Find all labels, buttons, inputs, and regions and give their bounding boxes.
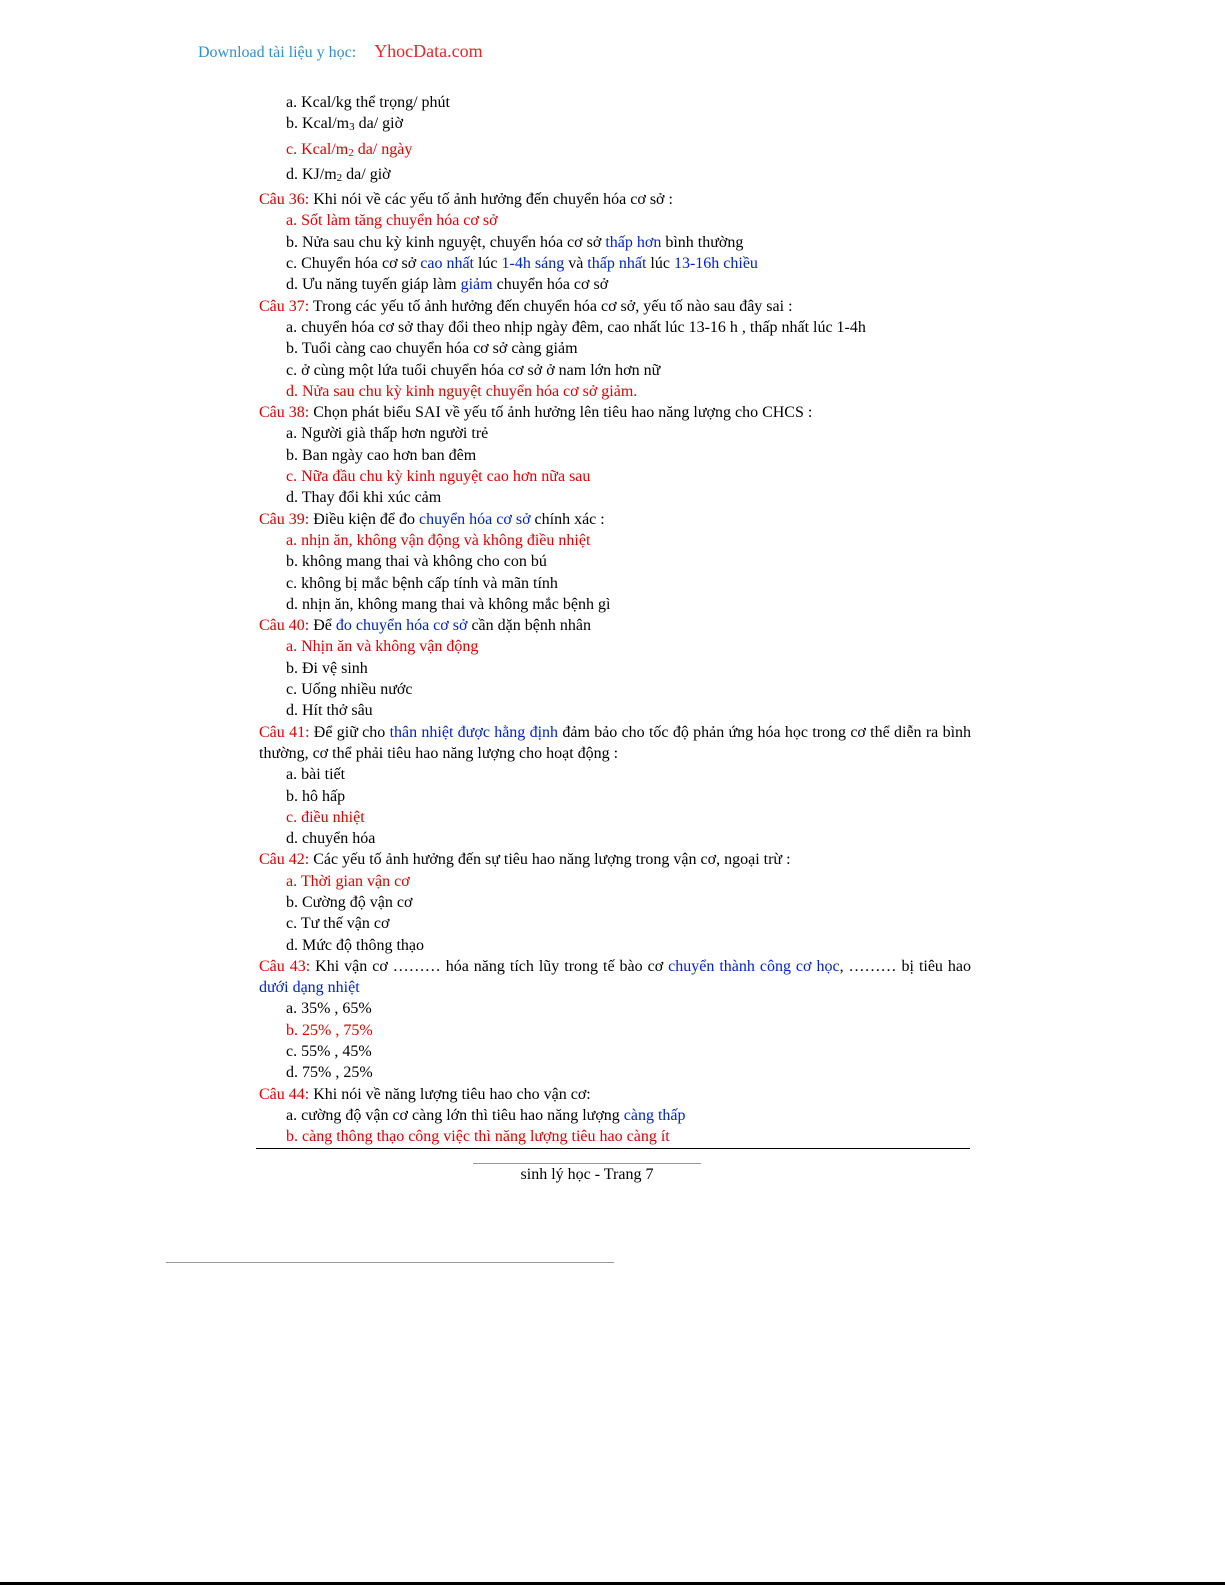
q44-answer-a: a. cường độ vận cơ càng lớn thì tiêu hao năng lượng càng thấp xyxy=(286,1106,686,1124)
question-label: Câu 42: xyxy=(259,851,310,869)
content-divider xyxy=(256,1148,970,1149)
question-44: Câu 44: Khi nói về năng lượng tiêu hao cho vận cơ: xyxy=(259,1085,591,1103)
q41-answer-b: b. hô hấp xyxy=(286,787,346,805)
site-link[interactable]: YhocData.com xyxy=(374,41,483,61)
q41-answer-d: d. chuyển hóa xyxy=(286,830,376,848)
q37-answer-b: b. Tuổi càng cao chuyển hóa cơ sở càng giảm xyxy=(286,340,578,358)
question-label: Câu 38: xyxy=(259,404,310,422)
q43-answer-d: d. 75% , 25% xyxy=(286,1064,373,1082)
question-label: Câu 37: xyxy=(259,297,310,315)
q39-answer-d: d. nhịn ăn, không mang thai và không mắc bệnh gì xyxy=(286,595,611,613)
q37-answer-c: c. ở cùng một lứa tuổi chuyển hóa cơ sở ở nam lớn hơn nữ xyxy=(286,361,661,379)
question-39: Câu 39: Điều kiện để đo chuyển hóa cơ sở chính xác : xyxy=(259,510,605,528)
q38-answer-c: c. Nữa đầu chu kỳ kinh nguyệt cao hơn nữa sau xyxy=(286,468,591,486)
question-label: Câu 44: xyxy=(259,1085,310,1103)
q36-answer-d: d. Ưu năng tuyến giáp làm giảm chuyển hóa cơ sở xyxy=(286,276,609,294)
question-label: Câu 39: xyxy=(259,510,310,528)
question-36: Câu 36: Khi nói về các yếu tố ảnh hưởng đến chuyển hóa cơ sở : xyxy=(259,191,673,209)
q37-answer-d: d. Nửa sau chu kỳ kinh nguyệt chuyển hóa cơ sở giảm. xyxy=(286,382,638,400)
question-40: Câu 40: Để đo chuyển hóa cơ sở cần dặn bệnh nhân xyxy=(259,617,591,635)
q40-answer-d: d. Hít thở sâu xyxy=(286,702,373,720)
question-37: Câu 37: Trong các yếu tố ảnh hưởng đến chuyển hóa cơ sở, yếu tố nào sau đây sai : xyxy=(259,297,793,315)
question-38: Câu 38: Chọn phát biểu SAI về yếu tố ảnh hưởng lên tiêu hao năng lượng cho CHCS : xyxy=(259,404,813,422)
q40-answer-b: b. Đi vệ sinh xyxy=(286,659,368,677)
question-42: Câu 42: Các yếu tố ảnh hưởng đến sự tiêu hao năng lượng trong vận cơ, ngoại trừ : xyxy=(259,851,791,869)
q35-answer-a: a. Kcal/kg thể trọng/ phút xyxy=(286,94,450,111)
question-label: Câu 43: xyxy=(259,957,311,975)
q36-answer-b: b. Nửa sau chu kỳ kinh nguyệt, chuyển hóa cơ sở thấp hơn bình thường xyxy=(286,233,744,251)
q35-answer-b: b. Kcal/$m_3$ da/ giờ xyxy=(286,115,404,134)
q38-answer-b: b. Ban ngày cao hơn ban đêm xyxy=(286,446,477,464)
q41-answer-c: c. điều nhiệt xyxy=(286,808,365,826)
document-body xyxy=(259,92,971,1148)
q36-answer-a: a. Sốt làm tăng chuyển hóa cơ sở xyxy=(286,212,498,230)
question-41: Câu 41: Để giữ cho thân nhiệt được hằng định đảm bảo cho tốc độ phản ứng hóa học trong cơ thể diễn ra bình thường, cơ thể phải tiêu hao năng lượng cho hoạt động : xyxy=(259,723,972,762)
q38-answer-a: a. Người già thấp hơn người trẻ xyxy=(286,425,489,443)
question-label: Câu 41: xyxy=(259,723,310,741)
footnote-divider xyxy=(166,1262,614,1263)
question-43: Câu 43: Khi vận cơ ……… hóa năng tích lũy trong tế bào cơ chuyển thành công cơ học, ……… bị tiêu hao dưới dạng nhiệt xyxy=(259,957,972,997)
question-label: Câu 40: xyxy=(259,617,310,635)
q39-answer-c: c. không bị mắc bệnh cấp tính và mãn tính xyxy=(286,574,558,592)
q44-answer-b: b. càng thông thạo công việc thì năng lượng tiêu hao càng ít xyxy=(286,1128,670,1146)
q42-answer-b: b. Cường độ vận cơ xyxy=(286,893,413,911)
q43-answer-c: c. 55% , 45% xyxy=(286,1043,372,1061)
footer-divider xyxy=(473,1163,701,1164)
q38-answer-d: d. Thay đổi khi xúc cảm xyxy=(286,489,442,507)
page-header xyxy=(198,41,483,62)
q41-answer-a: a. bài tiết xyxy=(286,766,346,784)
q36-answer-c: c. Chuyển hóa cơ sở cao nhất lúc 1-4h sáng và thấp nhất lúc 13-16h chiều xyxy=(286,255,758,273)
question-label: Câu 36: xyxy=(259,191,310,209)
page-footer: sinh lý học - Trang 7 xyxy=(520,1166,654,1183)
q40-answer-a: a. Nhịn ăn và không vận động xyxy=(286,638,479,656)
q39-answer-b: b. không mang thai và không cho con bú xyxy=(286,553,547,571)
q39-answer-a: a. nhịn ăn, không vận động và không điều nhiệt xyxy=(286,531,591,549)
q37-answer-a: a. chuyển hóa cơ sở thay đổi theo nhịp ngày đêm, cao nhất lúc 13-16 h , thấp nhất lúc 1-4h xyxy=(286,318,866,336)
q42-answer-c: c. Tư thế vận cơ xyxy=(286,915,390,933)
q42-answer-d: d. Mức độ thông thạo xyxy=(286,936,424,954)
q40-answer-c: c. Uống nhiều nước xyxy=(286,681,413,699)
q42-answer-a: a. Thời gian vận cơ xyxy=(286,872,410,890)
q35-answer-d: d. $KJ/m_2$ da/ giờ xyxy=(286,165,391,184)
q43-answer-a: a. 35% , 65% xyxy=(286,1000,372,1018)
q43-answer-b: b. 25% , 75% xyxy=(286,1021,373,1039)
download-label: Download tài liệu y học: xyxy=(198,44,357,61)
q35-answer-c: c. Kcal/$m_2$ da/ ngày xyxy=(286,140,413,159)
